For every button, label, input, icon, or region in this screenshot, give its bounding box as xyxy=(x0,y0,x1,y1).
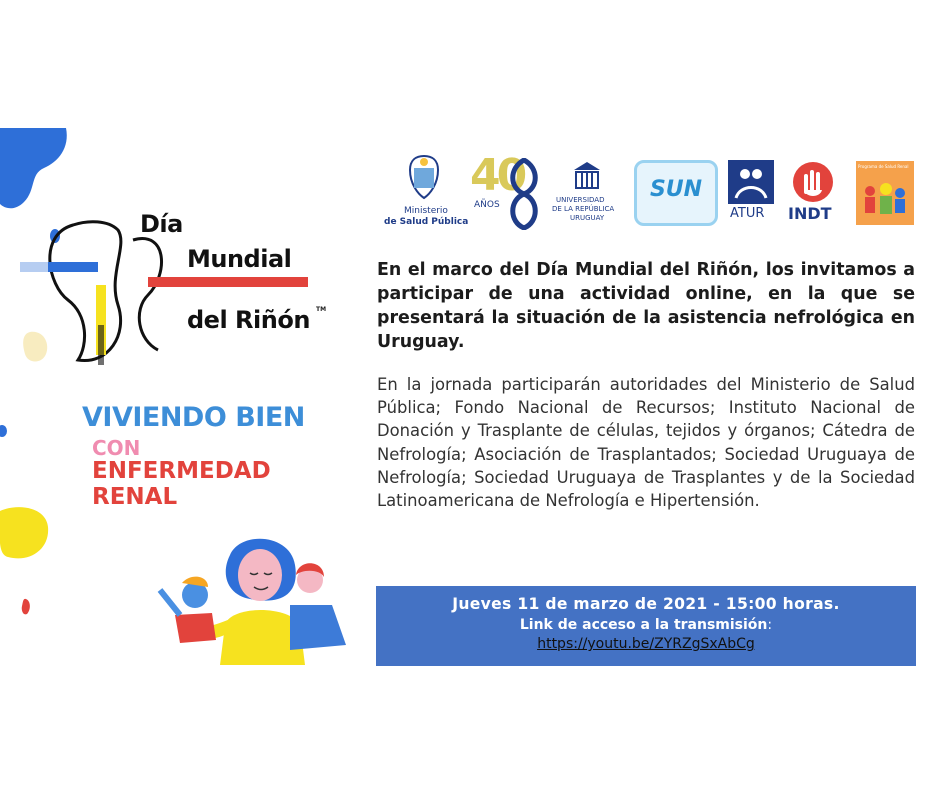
programa-people-icon xyxy=(856,169,914,219)
decorative-blob-yellow xyxy=(0,505,50,563)
sun-logo-label: SUN xyxy=(649,177,703,202)
body-paragraph: En la jornada participarán autoridades del Ministerio de Salud Pública; Fondo Nacional de Recursos; Instituto Nacional de Donación y Trasplante de células, tejidos y órganos; Cátedra de Nefrología; Asociación de Trasplantados; Sociedad Uruguaya de Nefrología; Sociedad Uruguaya de Trasplantes y de la Sociedad Latinoamericana de Nefrología e Hipertensión. xyxy=(377,375,915,511)
event-link-label: Link de acceso a la transmisión xyxy=(519,617,768,633)
logo-line-mundial: Mundial xyxy=(187,245,292,273)
event-link-colon: : xyxy=(767,617,773,633)
anniversary-40-number: 40 xyxy=(470,150,524,201)
programa-label: Programa de Salud Renal xyxy=(858,164,909,169)
sun-logo xyxy=(634,160,718,226)
lead-paragraph: En el marco del Día Mundial del Riñón, los invitamos a participar de una actividad online, en la que se presentará la situación de la asistencia nefrológica en Uruguay. xyxy=(377,260,915,352)
event-link-row xyxy=(376,636,916,652)
msp-shield-icon xyxy=(404,154,444,202)
udelar-logo-line1: UNIVERSIDAD xyxy=(556,196,605,204)
decorative-blob-blue-top xyxy=(0,128,70,218)
atur-logo xyxy=(728,160,774,204)
atur-label: ATUR xyxy=(730,206,765,221)
anniversary-anos-label: AÑOS xyxy=(474,200,500,210)
logo-line-dia: Día xyxy=(140,210,183,238)
event-link-heading xyxy=(376,617,916,633)
udelar-logo-line3: URUGUAY xyxy=(570,214,605,222)
decorative-dot-blue-left xyxy=(0,424,10,438)
msp-logo-line2: de Salud Pública xyxy=(384,217,469,227)
tagline-viviendo-bien: VIVIENDO BIEN xyxy=(82,402,305,433)
tagline-enfermedad: ENFERMEDAD xyxy=(92,458,271,484)
logo-trademark: TM xyxy=(316,306,327,313)
indt-hand-icon xyxy=(790,160,836,204)
programa-salud-renal-logo xyxy=(856,161,914,225)
decorative-dot-red xyxy=(20,598,32,616)
world-kidney-day-logo xyxy=(18,215,318,375)
logo-line-del-rinon: del Riñón xyxy=(187,306,310,334)
people-illustration xyxy=(150,535,350,665)
indt-label: INDT xyxy=(788,204,832,223)
udelar-building-icon xyxy=(572,160,602,192)
tagline-renal: RENAL xyxy=(92,484,178,510)
atur-figure-icon xyxy=(728,160,774,204)
msp-logo-line1: Ministerio xyxy=(404,206,448,216)
event-date-line: Jueves 11 de marzo de 2021 - 15:00 horas. xyxy=(452,595,840,613)
event-info-box xyxy=(376,586,916,666)
udelar-logo-line2: DE LA REPÚBLICA xyxy=(552,205,615,213)
anniversary-ribbon-icon xyxy=(504,158,544,230)
tagline-con: CON xyxy=(92,436,141,460)
youtube-link[interactable]: https://youtu.be/ZYRZgSxAbCg xyxy=(537,636,755,652)
